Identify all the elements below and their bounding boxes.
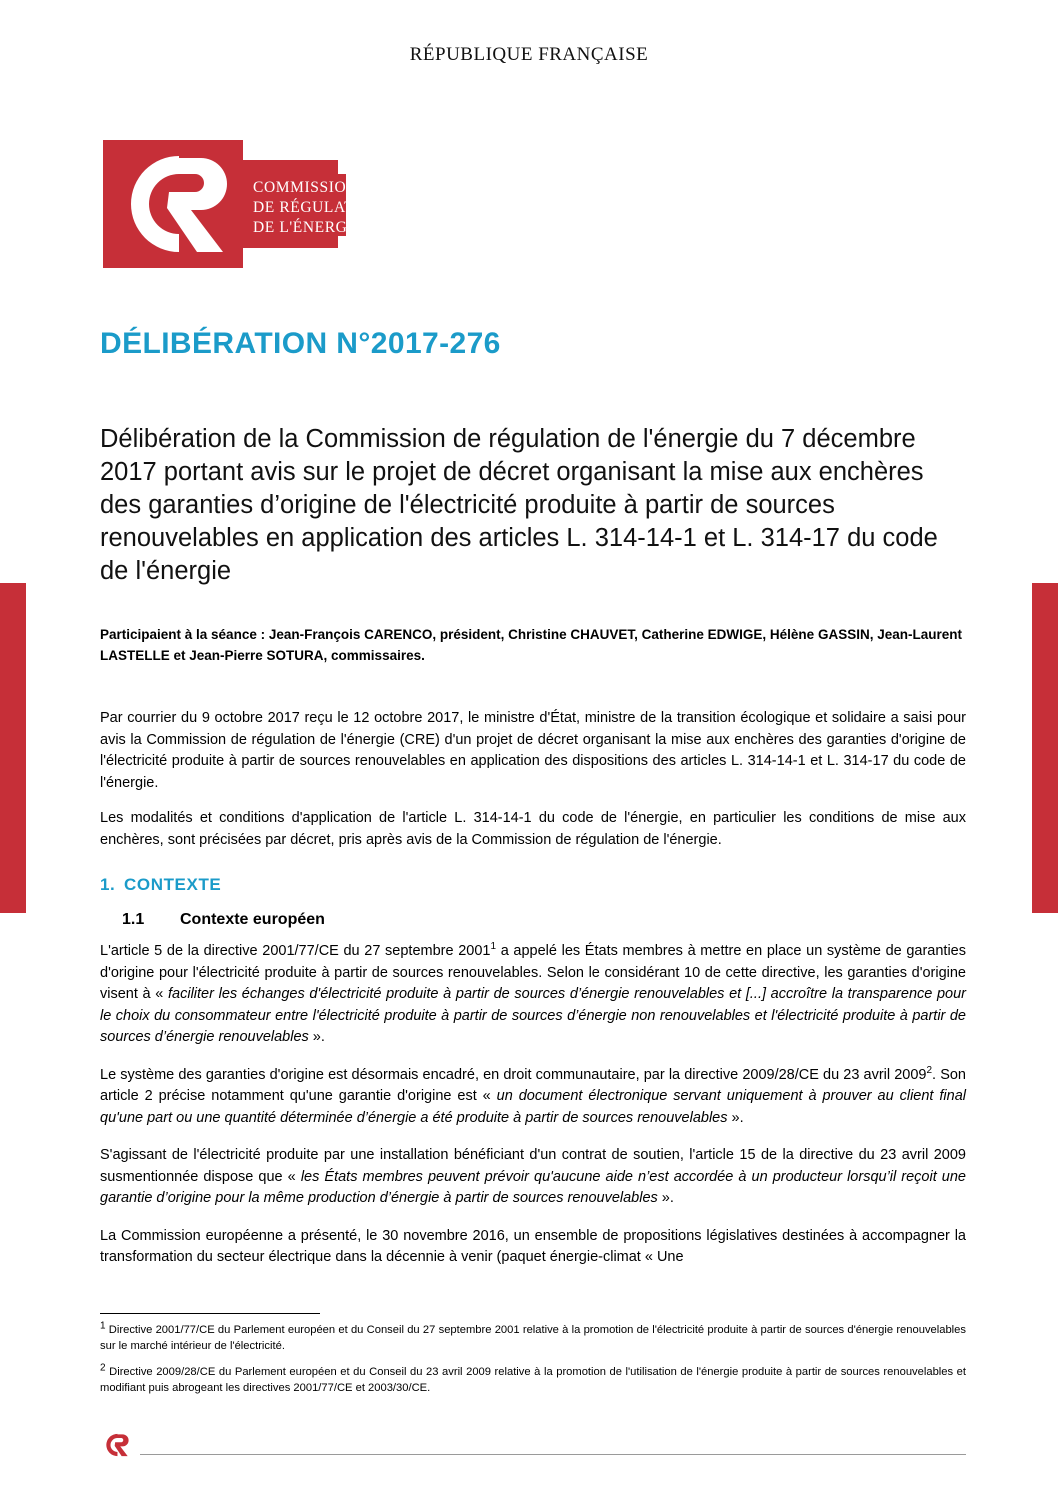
- body-p2-part-c: ».: [727, 1109, 744, 1126]
- body-p3-quote: les États membres peuvent prévoir qu'aucune aide n’est accordée à un producteur lorsqu’il reçoit une garantie d’origine pour la même production d’énergie à partir de sources renouvelables: [100, 1168, 966, 1206]
- body-p1-part-a: L'article 5 de la directive 2001/77/CE du 27 septembre 2001: [100, 943, 491, 959]
- republic-header: RÉPUBLIQUE FRANÇAISE: [409, 44, 649, 65]
- cr-monogram-footer-icon: [100, 1432, 134, 1458]
- body-p3-part-c: ».: [657, 1190, 674, 1206]
- body-paragraph-1: [100, 941, 966, 1049]
- body-p2-quote: un document électronique servant uniquement à prouver au client final qu'une part ou une quantité déterminée d’énergie a été produite à partir de sources renouvelables: [100, 1088, 966, 1126]
- decorative-red-bar-right: [1032, 583, 1058, 913]
- attendees-line: Participaient à la séance : Jean-François CARENCO, président, Christine CHAUVET, Catherine EDWIGE, Hélène GASSIN, Jean-Laurent LASTELLE et Jean-Pierre SOTURA, commissaires.: [100, 627, 962, 663]
- body-p1-part-b: a appelé les États membres à mettre en place un système de garanties d'origine pour l'électricité produite à partir de sources renouvelables. Selon le considérant 10 de cette directive, les garanties d'origine visent à «: [100, 943, 966, 1002]
- document-body: [100, 708, 966, 1285]
- intro-paragraph-2: Les modalités et conditions d'application de l'article L. 314-14-1 du code de l'énergie, en particulier les conditions de mise aux enchères, sont précisées par décret, pris après avis de la Commission de régulation de l'énergie.: [100, 810, 966, 848]
- body-p2-part-b: . Son article 2 précise notamment qu'une garantie d'origine est «: [100, 1066, 966, 1104]
- document-title: Délibération de la Commission de régulation de l'énergie du 7 décembre 2017 portant avis sur le projet de décret organisant la mise aux enchères des garanties d’origine de l'électricité produite à partir de sources renouvelables en application des articles L. 314-14-1 et L. 314-17 du code de l'énergie: [100, 425, 938, 585]
- body-paragraph-3: [100, 1145, 966, 1210]
- subsection-heading-1-1: [122, 911, 966, 929]
- deliberation-number: DÉLIBÉRATION N°2017-276: [100, 327, 501, 360]
- footnotes-area: [100, 1313, 966, 1406]
- footnote-separator-rule: [100, 1313, 320, 1314]
- footnote-ref-1[interactable]: 1: [490, 941, 497, 953]
- subsection-title-1-1: Contexte européen: [180, 911, 325, 928]
- body-p1-part-c: ».: [308, 1029, 325, 1045]
- logo-wordmark: [253, 178, 384, 238]
- section-title-1: CONTEXTE: [124, 875, 222, 894]
- section-heading-1: [100, 875, 966, 895]
- body-paragraph-4: La Commission européenne a présenté, le 30 novembre 2016, un ensemble de propositions législatives destinées à accompagner la transformation du secteur électrique dans la décennie à venir (paquet énergie-climat « Une: [100, 1227, 966, 1265]
- body-p2-part-a: Le système des garanties d'origine est désormais encadré, en droit communautaire, par la directive 2009/28/CE du 23 avril 2009: [100, 1066, 927, 1083]
- logo-wordmark-line2: DE RÉGULATION: [253, 199, 384, 216]
- footnote-1: [100, 1322, 966, 1354]
- footnote-1-text: Directive 2001/77/CE du Parlement européen et du Conseil du 27 septembre 2001 relative à la promotion de l'électricité produite à partir de sources d'énergie renouvelables sur le marché intérieur de l'électricité.: [100, 1324, 966, 1352]
- intro-paragraph-1: Par courrier du 9 octobre 2017 reçu le 12 octobre 2017, le ministre d'État, ministre de la transition écologique et solidaire a saisi pour avis la Commission de régulation de l'énergie (CRE) d'un projet de décret organisant la mise aux enchères des garanties d'origine de l'électricité produite à partir de sources renouvelables en application des dispositions des articles L. 314-14-1 et L. 314-17 du code de l'énergie.: [100, 710, 966, 791]
- logo-wordmark-line3: DE L'ÉNERGIE: [253, 219, 364, 236]
- body-p1-quote: faciliter les échanges d'électricité produite à partir de sources d’énergie renouvelables et [...] accroître la transparence pour le choix du consommateur entre l'électricité produite à partir de sources d’énergie non renouvelables et l'électricité produite à partir de sources d’énergie renouvelables: [100, 986, 967, 1045]
- footnote-2-text: Directive 2009/28/CE du Parlement européen et du Conseil du 23 avril 2009 relative à la promotion de l'utilisation de l'énergie produite à partir de sources renouvelables et modifiant puis abrogeant les directives 2001/77/CE et 2003/30/CE.: [100, 1366, 966, 1394]
- page-footer: [100, 1432, 966, 1472]
- footnote-ref-2[interactable]: 2: [926, 1064, 933, 1076]
- cre-logo: [103, 140, 384, 268]
- footer-rule: [140, 1454, 966, 1455]
- footnote-2-marker: 2: [100, 1362, 106, 1374]
- footnote-2: [100, 1364, 966, 1396]
- footnote-1-marker: 1: [100, 1320, 106, 1332]
- body-paragraph-2: [100, 1065, 966, 1130]
- body-p3-part-a: S'agissant de l'électricité produite par une installation bénéficiant d'un contrat de soutien, l'article 15 de la directive du 23 avril 2009 susmentionnée dispose que «: [100, 1147, 966, 1185]
- subsection-number-1-1: 1.1: [122, 911, 145, 928]
- cr-monogram-icon: [117, 148, 237, 260]
- decorative-red-bar-left: [0, 583, 26, 913]
- section-number-1: 1.: [100, 875, 116, 894]
- logo-wordmark-line1: COMMISSION: [253, 179, 359, 196]
